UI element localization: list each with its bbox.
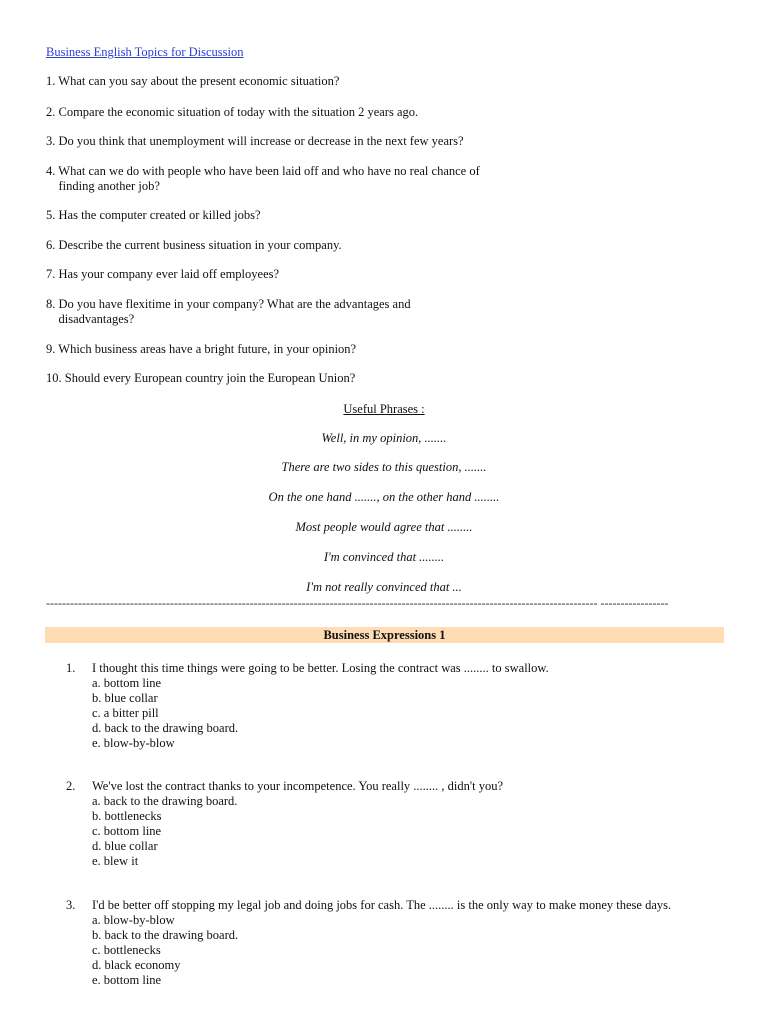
- topic-item: 4. What can we do with people who have been laid off and who have no real chance of finding another job?: [46, 164, 480, 193]
- option-item: e. blew it: [92, 854, 139, 868]
- useful-phrase: On the one hand ......., on the other hand ........: [268, 490, 500, 504]
- useful-phrases-heading: Useful Phrases :: [343, 402, 425, 416]
- topic-item: 3. Do you think that unemployment will increase or decrease in the next few years?: [46, 134, 464, 148]
- useful-phrase: I'm convinced that ........: [323, 550, 445, 564]
- question-text: We've lost the contract thanks to your incompetence. You really ........ , didn't you?: [92, 779, 504, 793]
- option-item: a. back to the drawing board.: [92, 794, 238, 808]
- option-item: e. bottom line: [92, 973, 162, 987]
- question-number: 3.: [66, 898, 76, 912]
- option-item: b. blue collar: [92, 691, 158, 705]
- option-item: a. bottom line: [92, 676, 162, 690]
- topic-item: 9. Which business areas have a bright future, in your opinion?: [46, 342, 357, 356]
- question-text: I'd be better off stopping my legal job and doing jobs for cash. The ........ is the only way to make money these days.: [92, 898, 672, 912]
- option-item: c. a bitter pill: [92, 706, 159, 720]
- topic-item: 5. Has the computer created or killed jobs?: [46, 208, 261, 222]
- topic-item: 1. What can you say about the present economic situation?: [46, 74, 340, 88]
- options-list: [92, 676, 238, 751]
- options-list: [92, 794, 237, 869]
- document-title-link[interactable]: Business English Topics for Discussion: [46, 45, 244, 59]
- option-item: d. black economy: [92, 958, 181, 972]
- question-number: 2.: [66, 779, 76, 793]
- option-item: c. bottom line: [92, 824, 162, 838]
- question-text: I thought this time things were going to be better. Losing the contract was ........ to swallow.: [92, 661, 549, 675]
- option-item: d. blue collar: [92, 839, 158, 853]
- option-item: b. back to the drawing board.: [92, 928, 239, 942]
- question-number: 1.: [66, 661, 76, 675]
- topic-item: 7. Has your company ever laid off employees?: [46, 267, 280, 281]
- topic-item: 10. Should every European country join the European Union?: [46, 371, 356, 385]
- useful-phrase: There are two sides to this question, .......: [281, 460, 487, 474]
- topic-item: 8. Do you have flexitime in your company? What are the advantages and disadvantages?: [46, 297, 411, 326]
- section-banner: Business Expressions 1: [45, 627, 724, 643]
- option-item: c. bottlenecks: [92, 943, 161, 957]
- useful-phrase: Most people would agree that ........: [295, 520, 473, 534]
- topic-item: 6. Describe the current business situation in your company.: [46, 238, 342, 252]
- option-item: e. blow-by-blow: [92, 736, 175, 750]
- useful-phrase: I'm not really convinced that ...: [306, 580, 462, 594]
- option-item: b. bottlenecks: [92, 809, 162, 823]
- option-item: d. back to the drawing board.: [92, 721, 239, 735]
- options-list: [92, 913, 238, 988]
- option-item: a. blow-by-blow: [92, 913, 175, 927]
- dashed-separator: ------------------------------------------------------------------------------------------------------------------------------------------ -----------------: [46, 596, 669, 610]
- topic-item: 2. Compare the economic situation of today with the situation 2 years ago.: [46, 105, 419, 119]
- useful-phrase: Well, in my opinion, .......: [321, 431, 447, 445]
